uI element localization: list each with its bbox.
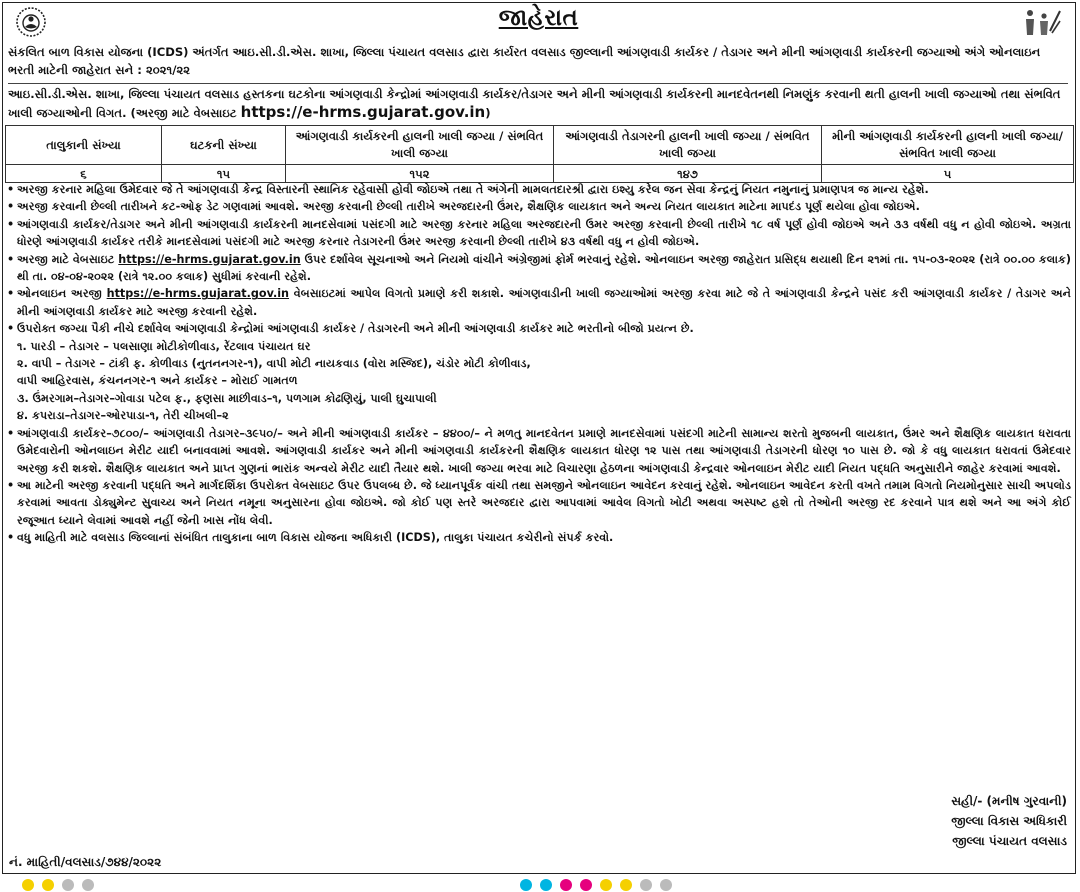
instruction-online-application-post: વેબસાઇટમાં આપેલ વિગતો પ્રમાણે કરી શકાશે. આંગણવાડીની ખાલી જગ્યાઓમાં અરજી કરવા માટે જે તે આંગણવાડી કેન્દ્રને પસંદ કરી આંગણવાડી કાર્યકર / તેડાગર અને મીની આંગણવાડી કાર્યકર માટે અરજી કરવાની રહેશે. bbox=[17, 287, 1072, 318]
signatory-name: સહી/- (મનીષ ગુરવાની) bbox=[951, 794, 1067, 808]
reference-number: નં. માહિતી/વલસાડ/૭૪૪/૨૦૨૨ bbox=[9, 855, 162, 869]
table-row bbox=[6, 165, 1074, 183]
registration-dot bbox=[520, 879, 532, 891]
instruction-contact: • વધુ માહિતી માટે વલસાડ જિલ્લાનાં સંબંધિત તાલુકાના બાળ વિકાસ યોજના અધિકારી (ICDS), તાલુકા પંચાયત કચેરીનો સંપર્ક કરવો. bbox=[7, 529, 1071, 546]
header-unit-count: ઘટકની સંખ્યા bbox=[162, 126, 286, 165]
cell-helper-vacancy: ૧૪૭ bbox=[554, 165, 822, 183]
intro-heading: સંકલિત બાળ વિકાસ યોજના (ICDS) અંતર્ગત આઇ.સી.ડી.એસ. શાખા, જિલ્લા પંચાયત વલસાડ દ્વારા કાર્યરત વલસાડ જીલ્લાની આંગણવાડી કાર્યકર / તેડાગર અને મીની આંગણવાડી કાર્યકરની જગ્યાઓ અંગે ઓનલાઇન ભરતી માટેની જાહેરાત સને : ૨૦૨૧/૨૨ bbox=[8, 45, 1041, 77]
second-attempt-pardi: ૧. પારડી – તેડાગર – પલસાણા મોટીકોળીવાડ, રેંટલાવ પંચાયત ઘર bbox=[17, 339, 311, 353]
cell-taluka-count: ૬ bbox=[6, 165, 162, 183]
signatory-office: જીલ્લા પંચાયત વલસાડ bbox=[952, 834, 1067, 848]
header-mini-worker-vacancy: મીની આંગણવાડી કાર્યકરની હાલની ખાલી જગ્યા/ સંભવિત ખાલી જગ્યા bbox=[822, 126, 1074, 165]
second-attempt-umargam: ૩. ઉંમરગામ–તેડાગર–ગોવાડા પટેલ ફ., ફણસા માછીવાડ–૧, પળગામ કોઢણિયું, પાલી ઘુચાપાલી bbox=[17, 391, 437, 405]
registration-dot bbox=[62, 879, 74, 891]
instruction-age-limit: • આંગણવાડી કાર્યકર/તેડાગર અને મીની આંગણવાડી કાર્યકરની માનદસેવામાં પસંદગી માટે અરજી કરનાર મહિલા અરજદારની ઉમર અરજી કરવાની છેલ્લી તારીખે ૧૮ વર્ષ પૂર્ણ હોવી જોઇએ અને ૩૩ વર્ષથી વધુ ન હોવી જોઇએ. અગ્રતા ધોરણે આંગણવાડી કાર્યકર તરીકે માનદસેવામાં પસંદગી માટે અરજી કરનાર તેડાગરની ઉંમર અરજી કરવાની છેલ્લી તારીખે ૪૩ વર્ષથી વધુ ન હોવી જોઇએ. bbox=[7, 216, 1071, 251]
instruction-application-dates bbox=[7, 251, 1071, 286]
registration-dot bbox=[620, 879, 632, 891]
registration-dot bbox=[42, 879, 54, 891]
application-website-link[interactable]: https://e-hrms.gujarat.gov.in bbox=[118, 252, 301, 266]
signature-block bbox=[951, 791, 1067, 851]
intro-website-link[interactable]: https://e-hrms.gujarat.gov.in bbox=[240, 103, 486, 121]
table-header-row bbox=[6, 126, 1074, 165]
registration-dot bbox=[660, 879, 672, 891]
header-worker-vacancy: આંગણવાડી કાર્યકરની હાલની ખાલી જગ્યા / સંભવિત ખાલી જગ્યા bbox=[286, 126, 554, 165]
instruction-application-dates-pre: અરજી માટે વેબસાઇટ bbox=[17, 252, 119, 266]
second-attempt-intro: • ઉપરોક્ત જગ્યા પૈકી નીચે દર્શાવેલ આંગણવાડી કેન્દ્રોમાં આંગણવાડી કાર્યકર / તેડાગરની અને મીની આંગણવાડી કાર્યકર માટે ભરતીનો બીજો પ્રયત્ન છે. bbox=[17, 322, 694, 336]
advertisement-frame bbox=[2, 2, 1076, 874]
instruction-list bbox=[7, 181, 1071, 547]
intro-details-text: આઇ.સી.ડી.એસ. શાખા, જિલ્લા પંચાયત વલસાડ હસ્તકના ઘટકોના આંગણવાડી કેન્દ્રોમાં આંગણવાડી કાર્યકર/તેડાગર અને મીની આંગણવાડી કાર્યકરની માનદવેતનથી નિમણુંક કરવાની થતી હાલની ખાલી જગ્યાઓ તથા સંભવિત ખાલી જગ્યાઓની વિગત. (અરજી માટે વેબસાઇટ bbox=[8, 87, 1061, 120]
registration-dot bbox=[540, 879, 552, 891]
instruction-second-attempt bbox=[7, 320, 1071, 424]
intro-details bbox=[8, 83, 1068, 122]
online-application-link[interactable]: https://e-hrms.gujarat.gov.in bbox=[106, 287, 290, 301]
instruction-online-application bbox=[7, 285, 1071, 320]
family-figures-icon bbox=[1018, 5, 1062, 39]
registration-dot bbox=[22, 879, 34, 891]
notice-title: જાહેરાત bbox=[498, 5, 579, 31]
intro-close-paren: ) bbox=[485, 106, 491, 120]
registration-dot bbox=[640, 879, 652, 891]
header-helper-vacancy: આંગણવાડી તેડાગરની હાલની ખાલી જગ્યા / સંભવિત ખાલી જગ્યા bbox=[554, 126, 822, 165]
registration-dot bbox=[580, 879, 592, 891]
vacancy-table bbox=[5, 125, 1074, 183]
cell-unit-count: ૧૫ bbox=[162, 165, 286, 183]
instruction-online-application-pre: ઓનલાઇન અરજી bbox=[17, 287, 107, 301]
registration-dot bbox=[560, 879, 572, 891]
print-registration-marks bbox=[0, 876, 1080, 892]
second-attempt-kaprada: ૪. કપરાડા–તેડાગર–ઓરપાડા-૧, તેરી ચીખલી–૨ bbox=[17, 409, 229, 423]
signatory-designation: જીલ્લા વિકાસ અધિકારી bbox=[951, 814, 1067, 828]
header-taluka-count: તાલુકાની સંખ્યા bbox=[6, 126, 162, 165]
second-attempt-vapi-cont: વાપી આહિરવાસ, કંચનનગર-૧ અને કાર્યકર – મોરાઈ ગામતળ bbox=[17, 374, 298, 388]
instruction-residency: • અરજી કરનાર મહિલા ઉમેદવાર જે તે આંગણવાડી કેન્દ્ર વિસ્તારની સ્થાનિક રહેવાસી હોવી જોઇએ તથા તે અંગેની મામલતદારશ્રી દ્વારા ઇશ્યુ કરેલ જન સેવા કેન્દ્રનું નિયત નમુનાનું પ્રમાણપત્ર જ માન્ય રહેશે. bbox=[7, 181, 1071, 198]
instruction-cutoff-date: • અરજી કરવાની છેલ્લી તારીખને કટ-ઓફ ડેટ ગણવામાં આવશે. અરજી કરવાની છેલ્લી તારીખે અરજદારની ઉંમર, શૈક્ષણિક લાયકાત અને અન્ય નિયત લાયકાત માટેના માપદંડ પૂર્ણ થયેલા હોવા જોઇએ. bbox=[7, 198, 1071, 215]
registration-dot bbox=[600, 879, 612, 891]
second-attempt-vapi: ૨. વાપી – તેડાગર – ટાંકી ફ. કોળીવાડ (નુતનનગર-૧), વાપી મોટી નાયકવાડ (વોરા મસ્જિદ), ચંડોર મોટી કોળીવાડ, bbox=[17, 357, 531, 371]
registration-dot bbox=[82, 879, 94, 891]
instruction-honorarium-merit: • આંગણવાડી કાર્યકર–૭૮૦૦/– આંગણવાડી તેડાગર–૩૯૫૦/– અને મીની આંગણવાડી કાર્યકર – ૪૪૦૦/– ને મળતુ માનદવેતન પ્રમાણે માનદસેવામાં પસંદગી માટેની સામાન્ય શરતો મુજબની લાયકાત, ઉંમર અને શૈક્ષણિક લાયકાત ધરાવતા ઉમેદવારોની ઓનલાઇન મેરીટ યાદી બનાવવામાં આવશે. આંગણવાડી કાર્યકર અને મીની આંગણવાડી કાર્યકરની શૈક્ષણિક લાયકાત ધોરણ ૧૨ પાસ તથા આંગણવાડી તેડાગરની ધોરણ ૧૦ પાસ છે. જો કે વધુ લાયકાત ધરાવતાં ઉમેદવાર અરજી કરી શકશે. શૈક્ષણિક લાયકાત અને પ્રાપ્ત ગુણનાં ભારાંક અન્વયે મેરીટ યાદી તૈયાર થશે. ખાલી જગ્યા ભરવા માટે વિચારણા હેઠળના આંગણવાડી કેન્દ્રવાર ઓનલાઇન મેરીટ યાદી નિયત પદ્ધતિ અનુસારીને જાહેર કરવામાં આવશે. bbox=[7, 425, 1071, 477]
cell-mini-worker-vacancy: ૫ bbox=[822, 165, 1074, 183]
cell-worker-vacancy: ૧૫૨ bbox=[286, 165, 554, 183]
instruction-method-guidelines: • આ માટેની અરજી કરવાની પદ્ધતિ અને માર્ગદર્શિકા ઉપરોક્ત વેબસાઇટ ઉપર ઉપલબ્ધ છે. જે ધ્યાનપૂર્વક વાંચી તથા સમજીને ઓનલાઇન આવેદન કરવાનું રહેશે. ઓનલાઇન આવેદન કરતી વખતે તમામ વિગતો નિયમોનુસાર સાચી અપલોડ કરવામાં આવતા ડોક્યુમેન્ટ સુવાચ્ય અને નિયત નમૂના અનુસારના હોવા જોઇએ. જો કોઈ પણ સ્તરે અરજદાર દ્વારા આપવામાં આવેલ વિગતો ખોટી અથવા અસ્પષ્ટ હશે તો તેઓની અરજી રદ કરવાને પાત્ર થશે અને આ અંગે કોઈ રજૂઆત ધ્યાને લેવામાં આવશે નહીં જેની ખાસ નોંધ લેવી. bbox=[7, 477, 1071, 529]
instruction-application-dates-post: ઉપર દર્શાવેલ સૂચનાઓ અને નિયમો વાંચીને અંગ્રેજીમાં ફોર્મ ભરવાનું રહેશે. ઓનલાઇન અરજી જાહેરાત પ્રસિદ્ધ થયાથી દિન ૨૧માં તા. ૧૫-૦૩-૨૦૨૨ (રાત્રે ૦૦.૦૦ કલાક) થી તા. ૦૪-૦૪-૨૦૨૨ (રાત્રે ૧૨.૦૦ કલાક) સુધીમાં કરવાની રહેશે. bbox=[17, 252, 1071, 284]
header bbox=[3, 3, 1074, 41]
